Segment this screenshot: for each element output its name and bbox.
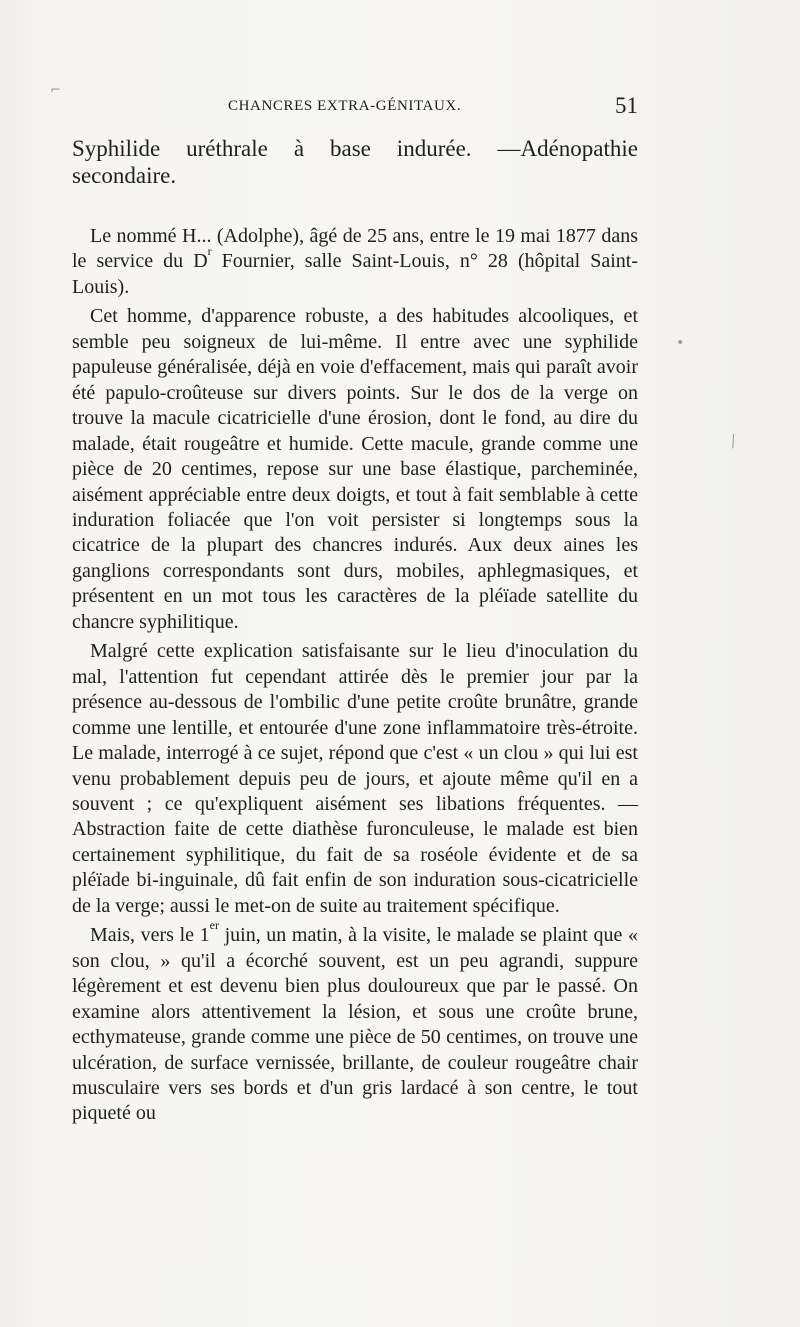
paragraph-evolution-text-start: Mais, vers le 1 <box>90 924 210 947</box>
corner-mark: ⌐ <box>50 83 61 98</box>
running-header <box>228 93 638 128</box>
margin-dot-mark: • <box>676 335 685 351</box>
paragraph-admission-text-start: Le nommé H... (Adolphe), âgé de 25 ans, entre le 19 mai 1877 dans le service du D <box>72 225 638 273</box>
page-number: 51 <box>615 93 638 118</box>
paragraph-admission <box>72 224 638 300</box>
body-text <box>72 135 638 1127</box>
paragraph-evolution <box>72 918 638 1127</box>
doctor-superscript: r <box>207 244 212 259</box>
first-superscript: er <box>209 918 219 933</box>
section-title: Syphilide uréthrale à base indurée. —Adénopathie secondaire. <box>72 136 638 188</box>
paragraph-description: Cet homme, d'apparence robuste, a des habitudes alcooliques, et semble peu soigneux de lui-même. Il entre avec une syphilide papuleuse généralisée, déjà en voie d'effacement, mais qui paraît avoir été papulo-croûteuse sur divers points. Sur le dos de la verge on trouve la macule cicatricielle d'une érosion, dont le fond, au dire du malade, était rougeâtre et humide. Cette macule, grande comme une pièce de 20 centimes, repose sur une base élastique, parcheminée, aisément appréciable entre deux doigts, et tout à fait semblable à cette induration foliacée que l'on voit persister si longtemps sous la cicatrice de la plupart des chancres indurés. Aux deux aines les ganglions correspondants sont durs, mobiles, aphlegmasiques, et présentent en un mot tous les caractères de la pléïade satellite du chancre syphilitique. <box>72 305 638 633</box>
paragraph-evolution-text-end: juin, un matin, à la visite, le malade se plaint que « son clou, » qu'il a écorché souvent, est un peu agrandi, suppure légèrement et est devenu bien plus douloureux que par le passé. On examine alors attentivement la lésion, et sous une croûte brune, ecthymateuse, grande comme une pièce de 50 centimes, on trouve une ulcération, de surface vernissée, brillante, de couleur rougeâtre chair musculaire vers ses bords et d'un gris lardacé à son centre, le tout piqueté ou <box>72 924 638 1125</box>
running-title: CHANCRES EXTRA-GÉNITAUX. <box>228 98 462 114</box>
margin-stroke-mark: ⁄ <box>727 432 739 451</box>
paragraph-observation: Malgré cette explication satisfaisante sur le lieu d'inoculation du mal, l'attention fut cependant attirée dès le premier jour par la présence au-dessous de l'ombilic d'une petite croûte brunâtre, grande comme une lentille, et entourée d'une zone inflammatoire très-étroite. Le malade, interrogé à ce sujet, répond que c'est « un clou » qui lui est venu probablement depuis peu de jours, et ajoute même qu'il en a souvent ; ce qu'expliquent aisément ses libations fréquentes. — Abstraction faite de cette diathèse furonculeuse, le malade est bien certainement syphilitique, du fait de sa roséole évidente et de sa pléïade bi-inguinale, dû fait enfin de son induration sous-cicatricielle de la verge; aussi le met-on de suite au traitement spécifique. <box>72 640 638 917</box>
paragraph-admission-text-end: Fournier, salle Saint-Louis, n° 28 (hôpital Saint-Louis). <box>72 250 638 298</box>
